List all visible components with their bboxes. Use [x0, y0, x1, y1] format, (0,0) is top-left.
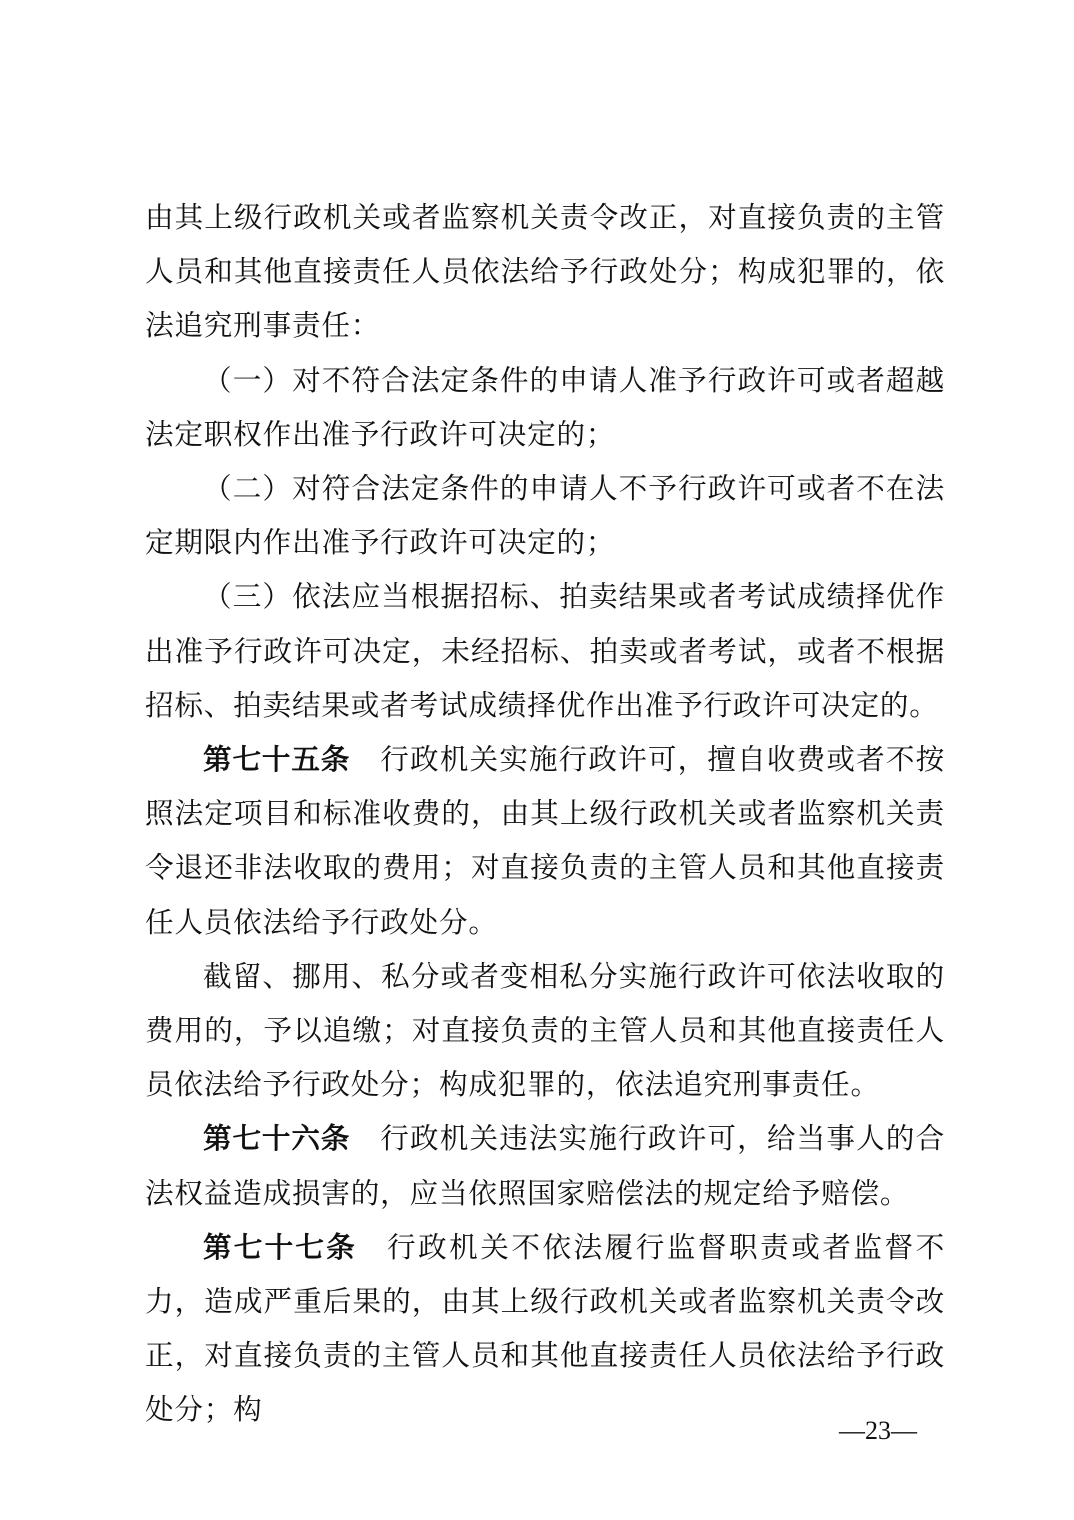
paragraph-continuation: 由其上级行政机关或者监察机关责令改正，对直接负责的主管人员和其他直接责任人员依法给予行政处分；构成犯罪的，依法追究刑事责任：: [145, 200, 945, 343]
body-text: [145, 190, 945, 1437]
list-item-3: （三）依法应当根据招标、拍卖结果或者考试成绩择优作出准予行政许可决定，未经招标、拍卖或者考试，或者不根据招标、拍卖结果或者考试成绩择优作出准予行政许可决定的。: [145, 579, 945, 722]
article-77-heading: 第七十七条: [203, 1229, 357, 1264]
article-77: [145, 1220, 945, 1437]
page-number: —23—: [839, 1416, 917, 1445]
article-75: [145, 732, 945, 949]
article-76-text: 行政机关违法实施行政许可，给当事人的合法权益造成损害的，应当依照国家赔偿法的规定给予赔偿。: [145, 1121, 945, 1210]
article-76: [145, 1111, 945, 1219]
article-75-heading: 第七十五条: [203, 742, 351, 777]
article-77-text: 行政机关不依法履行监督职责或者监督不力，造成严重后果的，由其上级行政机关或者监察机关责令改正，对直接负责的主管人员和其他直接责任人员依法给予行政处分；构: [145, 1229, 945, 1427]
list-item-1: （一）对不符合法定条件的申请人准予行政许可或者超越法定职权作出准予行政许可决定的；: [145, 362, 945, 451]
article-76-heading: 第七十六条: [203, 1121, 351, 1156]
article-75-text: 行政机关实施行政许可，擅自收费或者不按照法定项目和标准收费的，由其上级行政机关或者监察机关责令退还非法收取的费用；对直接负责的主管人员和其他直接责任人员依法给予行政处分。: [145, 742, 945, 939]
list-item-2: （二）对符合法定条件的申请人不予行政许可或者不在法定期限内作出准予行政许可决定的；: [145, 471, 945, 560]
article-75-paragraph-2: 截留、挪用、私分或者变相私分实施行政许可依法收取的费用的，予以追缴；对直接负责的主管人员和其他直接责任人员依法给予行政处分；构成犯罪的，依法追究刑事责任。: [145, 958, 945, 1102]
